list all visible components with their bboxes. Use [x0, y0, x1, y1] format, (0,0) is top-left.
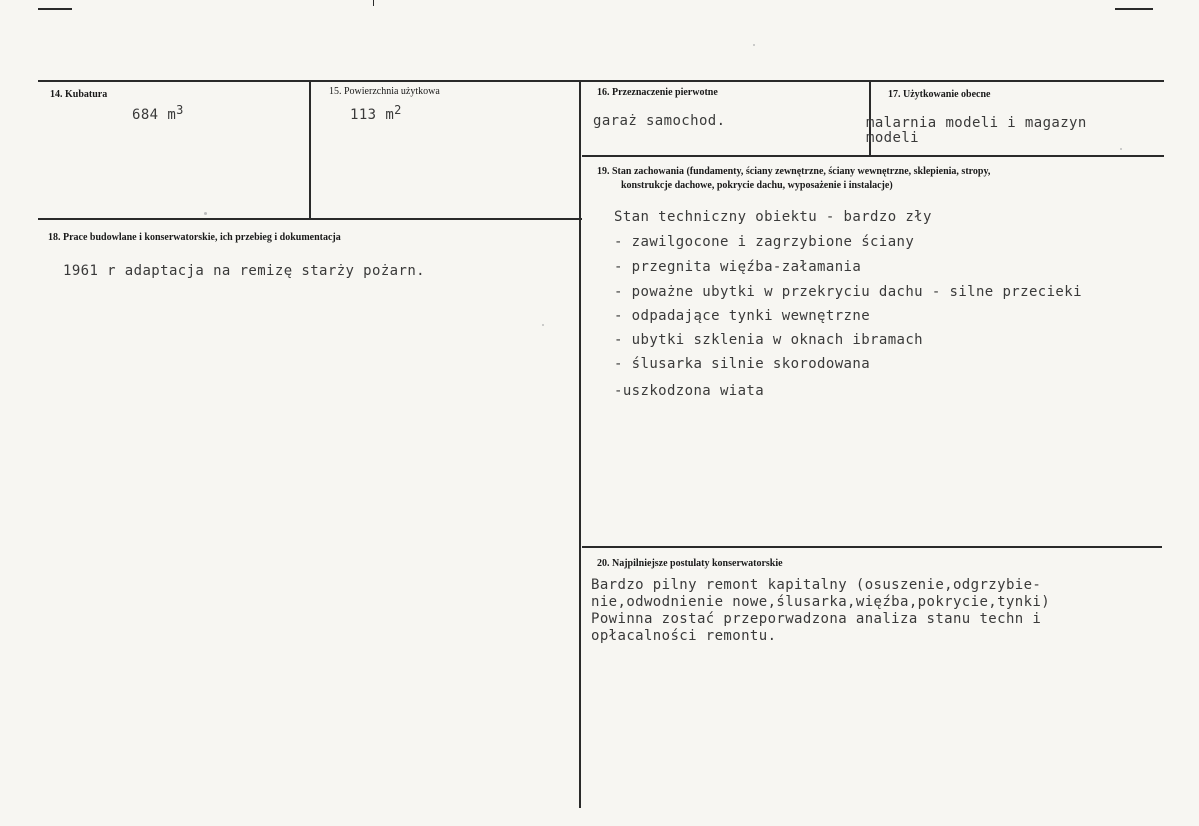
stan-line: - ślusarka silnie skorodowana — [614, 356, 871, 372]
stan-label-line-2: konstrukcje dachowe, pokrycie dachu, wyposażenie i instalacje) — [621, 180, 893, 191]
paper-speck — [542, 324, 544, 326]
stan-label-line-1: 19. Stan zachowania (fundamenty, ściany zewnętrzne, ściany wewnętrzne, sklepienia, stropy, — [597, 166, 991, 177]
top-rule — [38, 80, 1164, 82]
uzytkowanie-line-1: malarnia modeli i magazyn — [866, 115, 1087, 131]
top-edge-mark-right — [1115, 8, 1153, 10]
powierzchnia-exponent: 2 — [394, 103, 402, 117]
kubatura-label: 14. Kubatura — [50, 89, 108, 100]
top-edge-tick — [373, 0, 374, 6]
uzytkowanie-label: 17. Użytkowanie obecne — [888, 89, 991, 100]
kubatura-number: 684 m — [132, 107, 177, 123]
kubatura-value — [132, 103, 184, 123]
paper-speck — [1120, 148, 1122, 150]
stan-line: -uszkodzona wiata — [614, 383, 765, 399]
stan-line: - przegnita więźba-załamania — [614, 259, 862, 275]
postulaty-line: nie,odwodnienie nowe,ślusarka,więźba,pokrycie,tynki) — [591, 594, 1051, 610]
stan-line: - odpadające tynki wewnętrzne — [614, 308, 871, 324]
przeznaczenie-value: garaż samochod. — [593, 113, 726, 129]
stan-line: Stan techniczny obiektu - bardzo zły — [614, 209, 932, 225]
top-edge-mark-left — [38, 8, 72, 10]
uzytkowanie-line-2: modeli — [866, 130, 919, 146]
vline-14-15 — [309, 80, 311, 219]
przeznaczenie-label: 16. Przeznaczenie pierwotne — [597, 87, 718, 98]
prace-value: 1961 r adaptacja na remizę starży pożarn. — [63, 263, 425, 279]
vline-center — [579, 80, 581, 808]
rule-under-17 — [582, 155, 1164, 157]
stan-line: - poważne ubytki w przekryciu dachu - silne przecieki — [614, 284, 1082, 300]
postulaty-label: 20. Najpilniejsze postulaty konserwatorskie — [597, 558, 783, 569]
powierzchnia-label: 15. Powierzchnia użytkowa — [329, 86, 440, 97]
powierzchnia-number: 113 m — [350, 107, 395, 123]
stan-line: - zawilgocone i zagrzybione ściany — [614, 234, 915, 250]
powierzchnia-value — [350, 103, 402, 123]
prace-label: 18. Prace budowlane i konserwatorskie, ich przebieg i dokumentacja — [48, 232, 341, 243]
stan-line: - ubytki szklenia w oknach ibramach — [614, 332, 924, 348]
postulaty-line: Bardzo pilny remont kapitalny (osuszenie,odgrzybie- — [591, 577, 1042, 593]
paper-speck — [753, 44, 755, 46]
postulaty-line: opłacalności remontu. — [591, 628, 777, 644]
paper-speck — [204, 212, 207, 215]
kubatura-exponent: 3 — [176, 103, 184, 117]
postulaty-line: Powinna zostać przeporwadzona analiza stanu techn i — [591, 611, 1042, 627]
rule-above-20 — [582, 546, 1162, 548]
